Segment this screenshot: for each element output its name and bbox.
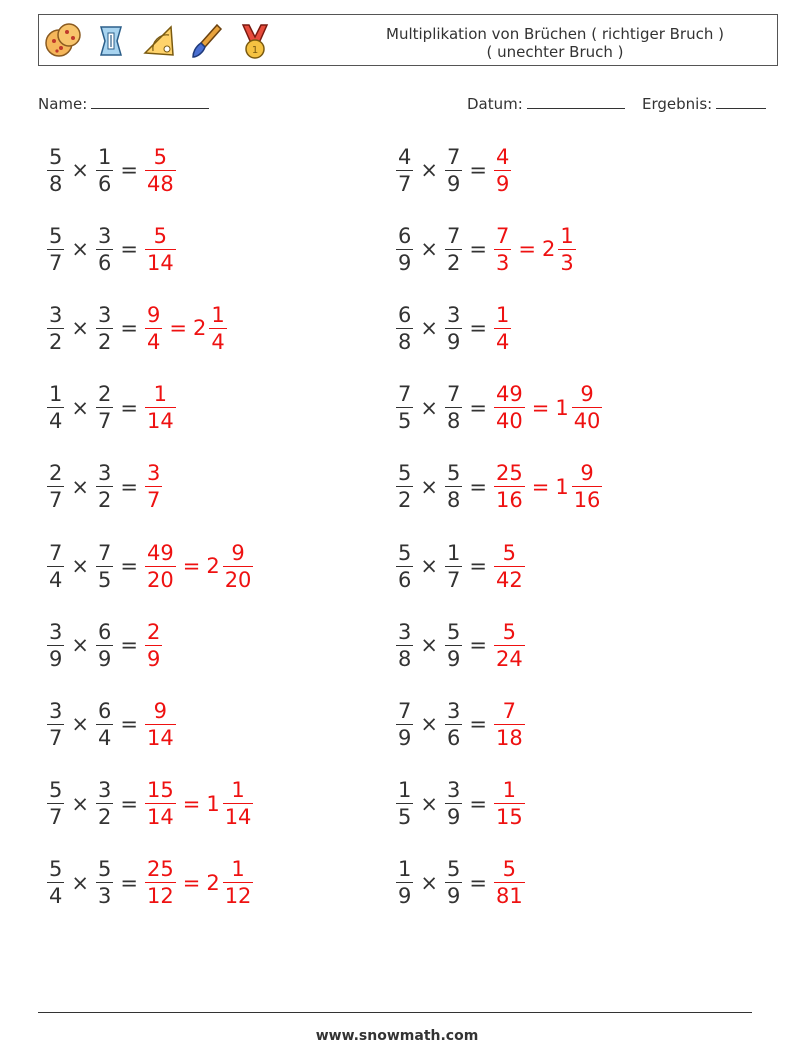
denominator: 4 xyxy=(49,409,63,434)
denominator: 9 xyxy=(446,884,461,909)
equals-sign: = xyxy=(469,633,487,658)
fraction xyxy=(494,619,525,672)
numerator: 1 xyxy=(495,302,510,327)
denominator: 3 xyxy=(97,884,112,909)
numerator: 3 xyxy=(97,778,112,803)
times-sign: × xyxy=(71,474,89,499)
fraction xyxy=(145,856,176,909)
protractor-icon xyxy=(139,21,179,61)
mixed-fraction xyxy=(223,777,254,830)
numerator: 5 xyxy=(153,223,168,248)
denominator: 16 xyxy=(573,488,601,513)
denominator: 8 xyxy=(398,329,412,354)
denominator: 8 xyxy=(446,488,461,513)
denominator: 14 xyxy=(146,725,174,750)
times-sign: × xyxy=(420,791,438,816)
worksheet-header xyxy=(38,14,778,66)
footer-website: www.snowmath.com xyxy=(315,1028,479,1044)
numerator: 5 xyxy=(97,857,112,882)
equals-sign: = xyxy=(120,316,138,341)
problem-item xyxy=(393,378,605,438)
equals-sign: = xyxy=(120,554,138,578)
numerator: 1 xyxy=(446,540,461,565)
fraction xyxy=(145,698,176,751)
problem-item xyxy=(44,298,230,358)
times-sign: × xyxy=(420,554,438,578)
fraction xyxy=(145,777,176,830)
fraction xyxy=(145,223,176,276)
fraction xyxy=(96,856,113,909)
denominator: 9 xyxy=(398,884,412,909)
numerator: 7 xyxy=(495,223,510,248)
denominator: 12 xyxy=(146,884,174,909)
date-field xyxy=(467,94,625,113)
problem-item xyxy=(44,536,256,596)
denominator: 7 xyxy=(398,171,412,196)
denominator: 3 xyxy=(560,250,574,275)
result-line[interactable] xyxy=(716,94,766,109)
denominator: 12 xyxy=(224,884,252,909)
footer-divider xyxy=(38,1012,752,1013)
problem-item xyxy=(393,536,528,596)
denominator: 2 xyxy=(49,329,63,354)
equals-sign: = xyxy=(469,395,487,420)
denominator: 7 xyxy=(97,409,112,434)
problem-item xyxy=(393,140,514,200)
denominator: 40 xyxy=(573,409,601,434)
denominator: 9 xyxy=(446,171,461,196)
equals-sign: = xyxy=(182,791,201,816)
equals-sign: = xyxy=(469,791,487,816)
denominator: 9 xyxy=(446,329,461,354)
numerator: 3 xyxy=(398,619,412,644)
fraction xyxy=(396,381,413,434)
denominator: 4 xyxy=(211,329,225,354)
fraction xyxy=(445,460,462,513)
times-sign: × xyxy=(420,316,438,341)
equals-sign: = xyxy=(469,554,487,578)
numerator: 5 xyxy=(502,540,517,565)
numerator: 1 xyxy=(502,778,517,803)
problem-item xyxy=(393,298,514,358)
fraction xyxy=(494,302,511,355)
date-label: Datum: xyxy=(467,95,523,113)
numerator: 5 xyxy=(49,778,63,803)
equals-sign: = xyxy=(120,633,138,658)
denominator: 20 xyxy=(146,567,174,592)
fraction xyxy=(47,856,64,909)
times-sign: × xyxy=(71,791,89,816)
equals-sign: = xyxy=(120,712,138,737)
medal-icon xyxy=(235,21,275,61)
fraction xyxy=(396,856,413,909)
mixed-whole: 2 xyxy=(541,237,556,262)
times-sign: × xyxy=(71,870,89,895)
equals-sign: = xyxy=(120,158,138,182)
fraction xyxy=(96,144,113,197)
denominator: 42 xyxy=(495,567,523,592)
numerator: 4 xyxy=(495,144,510,169)
numerator: 7 xyxy=(97,540,112,565)
problem-item xyxy=(44,378,179,438)
denominator: 6 xyxy=(97,250,112,275)
problem-item xyxy=(393,694,528,754)
cookie-icon xyxy=(43,21,83,61)
denominator: 7 xyxy=(49,250,63,275)
numerator: 5 xyxy=(49,857,63,882)
numerator: 15 xyxy=(146,778,174,803)
mixed-fraction xyxy=(223,540,254,593)
numerator: 1 xyxy=(560,223,574,248)
numerator: 2 xyxy=(146,619,161,644)
times-sign: × xyxy=(420,870,438,895)
title-line-2: ( unechter Bruch ) xyxy=(486,43,624,61)
numerator: 1 xyxy=(398,778,412,803)
numerator: 5 xyxy=(398,461,412,486)
numerator: 25 xyxy=(495,461,523,486)
equals-sign: = xyxy=(469,237,487,262)
problem-item xyxy=(44,694,179,754)
times-sign: × xyxy=(71,237,89,262)
fraction xyxy=(47,777,64,830)
numerator: 9 xyxy=(580,382,594,407)
numerator: 25 xyxy=(146,857,174,882)
times-sign: × xyxy=(71,554,89,578)
denominator: 9 xyxy=(49,646,63,671)
numerator: 49 xyxy=(495,382,523,407)
fraction xyxy=(96,223,113,276)
numerator: 3 xyxy=(446,778,461,803)
problem-item xyxy=(393,853,528,913)
numerator: 7 xyxy=(398,382,412,407)
fraction xyxy=(96,460,113,513)
numerator: 5 xyxy=(153,144,168,169)
denominator: 9 xyxy=(146,646,161,671)
denominator: 9 xyxy=(97,646,112,671)
fraction xyxy=(494,460,525,513)
fraction xyxy=(396,223,413,276)
numerator: 6 xyxy=(97,619,112,644)
denominator: 14 xyxy=(146,409,174,434)
numerator: 5 xyxy=(502,619,517,644)
fraction xyxy=(47,619,64,672)
fraction xyxy=(47,144,64,197)
fraction xyxy=(47,381,64,434)
fraction xyxy=(445,144,462,197)
equals-sign: = xyxy=(469,712,487,737)
fraction xyxy=(96,302,113,355)
name-label: Name: xyxy=(38,95,88,113)
denominator: 9 xyxy=(495,171,510,196)
equals-sign: = xyxy=(518,237,536,262)
numerator: 5 xyxy=(446,857,461,882)
title-line-1: Multiplikation von Brüchen ( richtiger Bruch ) xyxy=(386,25,724,43)
problem-item xyxy=(393,457,605,517)
fraction xyxy=(145,302,162,355)
numerator: 6 xyxy=(398,302,412,327)
numerator: 1 xyxy=(97,144,112,169)
denominator: 18 xyxy=(495,725,523,750)
equals-sign: = xyxy=(120,791,138,816)
times-sign: × xyxy=(71,395,89,420)
problem-item xyxy=(44,457,165,517)
denominator: 24 xyxy=(495,646,523,671)
denominator: 5 xyxy=(97,567,112,592)
numerator: 7 xyxy=(398,698,412,723)
fraction xyxy=(96,381,113,434)
numerator: 3 xyxy=(446,302,461,327)
denominator: 2 xyxy=(97,805,112,830)
denominator: 6 xyxy=(446,725,461,750)
denominator: 20 xyxy=(224,567,252,592)
numerator: 5 xyxy=(49,144,63,169)
numerator: 1 xyxy=(211,302,225,327)
numerator: 9 xyxy=(580,461,594,486)
fraction xyxy=(396,698,413,751)
denominator: 5 xyxy=(398,409,412,434)
numerator: 1 xyxy=(231,778,245,803)
times-sign: × xyxy=(420,712,438,737)
equals-sign: = xyxy=(120,474,138,499)
equals-sign: = xyxy=(182,870,201,895)
equals-sign: = xyxy=(469,316,487,341)
problem-item xyxy=(393,219,579,279)
denominator: 9 xyxy=(446,805,461,830)
problem-item xyxy=(393,774,528,834)
times-sign: × xyxy=(71,316,89,341)
numerator: 7 xyxy=(446,144,461,169)
mixed-whole: 1 xyxy=(555,474,569,499)
fraction xyxy=(494,223,511,276)
numerator: 5 xyxy=(446,461,461,486)
numerator: 3 xyxy=(97,302,112,327)
fraction xyxy=(445,619,462,672)
numerator: 5 xyxy=(49,223,63,248)
name-field xyxy=(38,94,209,113)
fraction xyxy=(47,540,64,593)
denominator: 2 xyxy=(97,329,112,354)
denominator: 9 xyxy=(398,725,412,750)
brush-icon xyxy=(187,21,227,61)
result-field xyxy=(642,94,766,113)
mixed-fraction xyxy=(223,856,254,909)
fraction xyxy=(396,540,413,593)
equals-sign: = xyxy=(182,554,201,578)
denominator: 9 xyxy=(398,250,412,275)
fraction xyxy=(494,540,525,593)
fraction xyxy=(445,777,462,830)
denominator: 14 xyxy=(224,805,252,830)
numerator: 3 xyxy=(146,461,161,486)
mixed-whole: 2 xyxy=(206,870,220,895)
mixed-fraction xyxy=(209,302,226,355)
fraction xyxy=(96,777,113,830)
numerator: 2 xyxy=(49,461,63,486)
denominator: 40 xyxy=(495,409,523,434)
denominator: 48 xyxy=(146,171,174,196)
numerator: 9 xyxy=(231,540,245,565)
denominator: 81 xyxy=(495,884,523,909)
fraction xyxy=(396,619,413,672)
fraction xyxy=(494,698,525,751)
problem-item xyxy=(44,774,256,834)
fraction xyxy=(494,856,525,909)
equals-sign: = xyxy=(531,474,550,499)
numerator: 3 xyxy=(49,619,63,644)
numerator: 9 xyxy=(146,302,161,327)
numerator: 9 xyxy=(153,698,168,723)
times-sign: × xyxy=(71,633,89,658)
numerator: 1 xyxy=(153,382,168,407)
numerator: 3 xyxy=(97,461,112,486)
denominator: 2 xyxy=(97,488,112,513)
numerator: 7 xyxy=(502,698,517,723)
denominator: 8 xyxy=(49,171,63,196)
fraction xyxy=(145,460,162,513)
mixed-fraction xyxy=(558,223,575,276)
mixed-fraction xyxy=(572,460,603,513)
equals-sign: = xyxy=(531,395,550,420)
denominator: 7 xyxy=(446,567,461,592)
name-line[interactable] xyxy=(91,94,209,109)
fraction xyxy=(145,381,176,434)
svg-text:1: 1 xyxy=(251,45,259,56)
denominator: 15 xyxy=(495,805,523,830)
fraction xyxy=(145,619,162,672)
denominator: 4 xyxy=(146,329,161,354)
date-line[interactable] xyxy=(527,94,625,109)
denominator: 6 xyxy=(398,567,412,592)
numerator: 49 xyxy=(146,540,174,565)
problem-item xyxy=(44,219,179,279)
fraction xyxy=(494,144,511,197)
denominator: 3 xyxy=(495,250,510,275)
fraction xyxy=(47,223,64,276)
denominator: 16 xyxy=(495,488,523,513)
fraction xyxy=(396,144,413,197)
fraction xyxy=(96,619,113,672)
equals-sign: = xyxy=(469,158,487,182)
numerator: 7 xyxy=(49,540,63,565)
fraction xyxy=(96,698,113,751)
denominator: 4 xyxy=(97,725,112,750)
numerator: 3 xyxy=(97,223,112,248)
denominator: 4 xyxy=(495,329,510,354)
times-sign: × xyxy=(420,237,438,262)
fraction xyxy=(445,698,462,751)
denominator: 7 xyxy=(49,805,63,830)
denominator: 7 xyxy=(146,488,161,513)
denominator: 8 xyxy=(398,646,412,671)
fraction xyxy=(47,302,64,355)
numerator: 5 xyxy=(502,857,517,882)
numerator: 6 xyxy=(97,698,112,723)
equals-sign: = xyxy=(469,474,487,499)
fraction xyxy=(494,381,525,434)
fraction xyxy=(47,460,64,513)
equals-sign: = xyxy=(469,870,487,895)
numerator: 3 xyxy=(446,698,461,723)
denominator: 14 xyxy=(146,250,174,275)
mixed-whole: 1 xyxy=(206,791,220,816)
numerator: 7 xyxy=(446,382,461,407)
denominator: 7 xyxy=(49,488,63,513)
numerator: 2 xyxy=(97,382,112,407)
equals-sign: = xyxy=(169,316,187,341)
fraction xyxy=(396,777,413,830)
numerator: 5 xyxy=(446,619,461,644)
denominator: 9 xyxy=(446,646,461,671)
times-sign: × xyxy=(71,158,89,182)
fraction xyxy=(96,540,113,593)
fraction xyxy=(396,460,413,513)
fraction xyxy=(445,381,462,434)
fraction xyxy=(445,540,462,593)
mixed-whole: 2 xyxy=(206,554,220,578)
numerator: 1 xyxy=(231,857,245,882)
numerator: 3 xyxy=(49,698,63,723)
problem-item xyxy=(44,140,179,200)
fraction xyxy=(494,777,525,830)
problem-item xyxy=(393,615,528,675)
equals-sign: = xyxy=(120,237,138,262)
equals-sign: = xyxy=(120,395,138,420)
numerator: 6 xyxy=(398,223,412,248)
denominator: 4 xyxy=(49,884,63,909)
numerator: 3 xyxy=(49,302,63,327)
times-sign: × xyxy=(420,395,438,420)
icon-row xyxy=(43,21,275,61)
worksheet-title xyxy=(345,25,765,61)
fraction xyxy=(145,144,176,197)
times-sign: × xyxy=(420,474,438,499)
fraction xyxy=(445,856,462,909)
denominator: 7 xyxy=(49,725,63,750)
mixed-whole: 2 xyxy=(192,316,207,341)
denominator: 6 xyxy=(97,171,112,196)
mixed-whole: 1 xyxy=(555,395,569,420)
fraction xyxy=(396,302,413,355)
equals-sign: = xyxy=(120,870,138,895)
denominator: 4 xyxy=(49,567,63,592)
problem-item xyxy=(44,853,256,913)
fraction xyxy=(445,302,462,355)
denominator: 2 xyxy=(398,488,412,513)
denominator: 8 xyxy=(446,409,461,434)
fraction xyxy=(445,223,462,276)
result-label: Ergebnis: xyxy=(642,95,713,113)
fraction xyxy=(145,540,176,593)
numerator: 1 xyxy=(49,382,63,407)
mixed-fraction xyxy=(572,381,603,434)
numerator: 5 xyxy=(398,540,412,565)
denominator: 5 xyxy=(398,805,412,830)
times-sign: × xyxy=(420,633,438,658)
sharpener-icon xyxy=(91,21,131,61)
times-sign: × xyxy=(71,712,89,737)
fraction xyxy=(47,698,64,751)
problem-item xyxy=(44,615,165,675)
denominator: 14 xyxy=(146,805,174,830)
denominator: 2 xyxy=(446,250,461,275)
numerator: 4 xyxy=(398,144,412,169)
times-sign: × xyxy=(420,158,438,182)
numerator: 1 xyxy=(398,857,412,882)
numerator: 7 xyxy=(446,223,461,248)
